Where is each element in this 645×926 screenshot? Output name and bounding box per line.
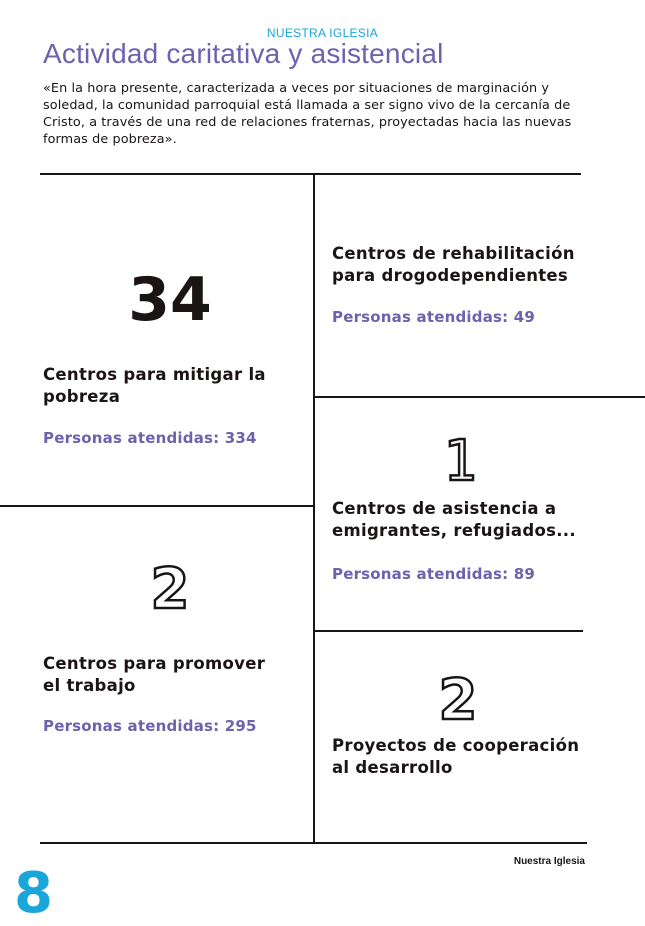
cooperation-projects-count: 2: [438, 668, 478, 733]
migrant-centers-stat: Personas atendidas: 89: [332, 565, 536, 583]
cooperation-projects-label: [332, 735, 632, 779]
migrant-centers-count: 1: [443, 429, 477, 494]
top-divider: [40, 173, 581, 175]
rehab-centers-label-line1: Centros de rehabilitación: [332, 244, 575, 263]
poverty-centers-label-line1: Centros para mitigar la: [43, 365, 266, 384]
page-title: Actividad caritativa y asistencial: [43, 38, 444, 69]
cooperation-projects-label-line1: Proyectos de cooperación: [332, 736, 580, 755]
poverty-centers-stat: Personas atendidas: 334: [43, 429, 257, 447]
migrant-centers-label-line2: emigrantes, refugiados...: [332, 521, 576, 540]
center-vertical-divider: [313, 175, 315, 844]
rehab-centers-label: [332, 243, 632, 287]
work-centers-count: 2: [150, 557, 190, 622]
work-centers-stat: Personas atendidas: 295: [43, 717, 257, 735]
rehab-centers-label-line2: para drogodependientes: [332, 266, 569, 285]
work-centers-label: [43, 653, 313, 697]
right-upper-divider: [315, 396, 645, 398]
poverty-centers-count: 34: [128, 265, 212, 335]
right-lower-divider: [315, 630, 583, 632]
intro-quote: «En la hora presente, caracterizada a veces por situaciones de marginación y soledad, la comunidad parroquial está llamada a ser signo vivo de la cercanía de Cristo, a través de una red de relaciones fraternas, proyectadas hacia las nuevas formas de pobreza».: [43, 81, 572, 147]
cooperation-projects-label-line2: al desarrollo: [332, 758, 453, 777]
work-centers-label-line1: Centros para promover: [43, 654, 266, 673]
section-kicker: NUESTRA IGLESIA: [266, 26, 379, 40]
footer-brand: Nuestra Iglesia: [513, 856, 585, 867]
rehab-centers-stat: Personas atendidas: 49: [332, 308, 536, 326]
migrant-centers-label-line1: Centros de asistencia a: [332, 499, 557, 518]
work-centers-label-line2: el trabajo: [43, 676, 136, 695]
bottom-divider: [40, 842, 587, 844]
poverty-centers-label-line2: pobreza: [43, 387, 121, 406]
left-middle-divider: [0, 505, 313, 507]
page-number: 8: [14, 861, 53, 926]
poverty-centers-label: [43, 364, 313, 408]
migrant-centers-label: [332, 498, 632, 542]
